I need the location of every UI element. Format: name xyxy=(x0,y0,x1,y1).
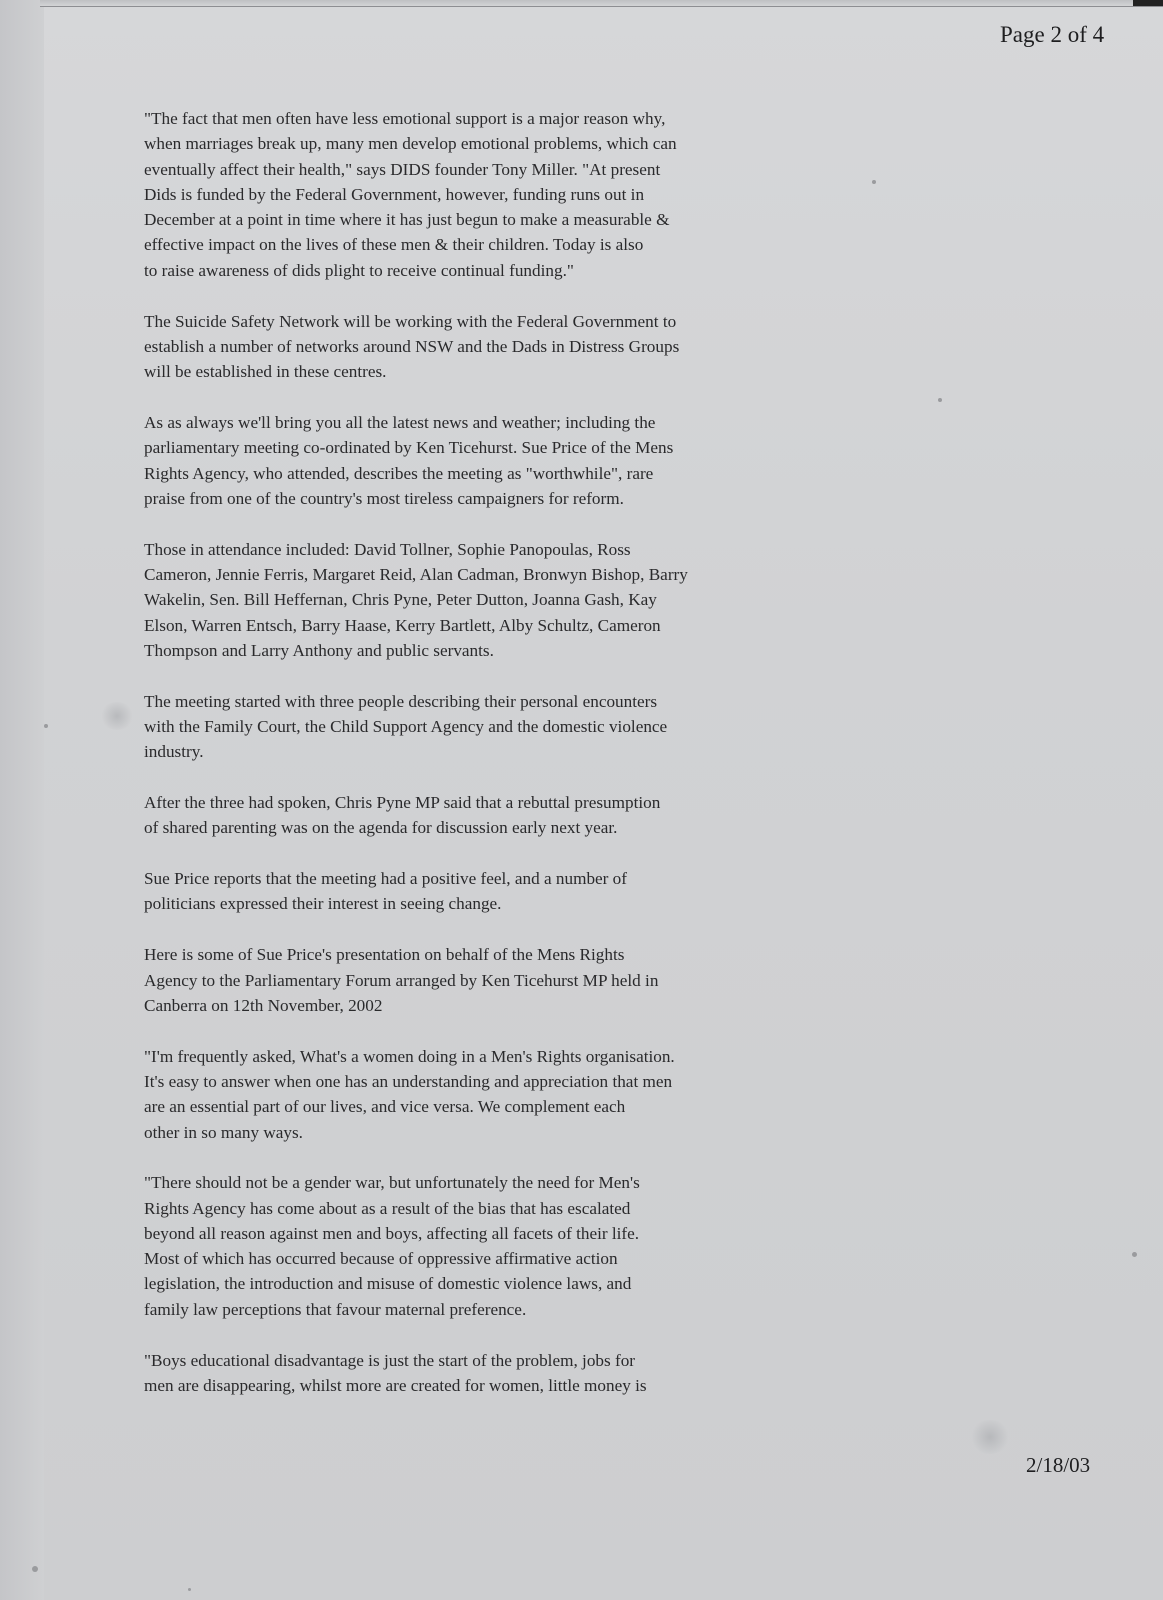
paragraph xyxy=(144,1044,744,1145)
text-line: "The fact that men often have less emotional support is a major reason why, xyxy=(144,109,666,128)
text-line: Canberra on 12th November, 2002 xyxy=(144,995,383,1015)
text-line: to raise awareness of dids plight to receive continual funding." xyxy=(144,260,574,280)
text-line: politicians expressed their interest in seeing change. xyxy=(144,894,502,914)
scan-speck xyxy=(938,398,942,402)
paragraph xyxy=(144,866,744,917)
text-line: with the Family Court, the Child Support Agency and the domestic violence xyxy=(144,716,668,736)
text-line: Agency to the Parliamentary Forum arranged by Ken Ticehurst MP held in xyxy=(144,970,659,990)
text-line: Wakelin, Sen. Bill Heffernan, Chris Pyne, Peter Dutton, Joanna Gash, Kay xyxy=(144,590,657,610)
text-line: men are disappearing, whilst more are created for women, little money is xyxy=(144,1375,647,1395)
text-line: Those in attendance included: David Tollner, Sophie Panopoulas, Ross xyxy=(144,539,631,559)
text-line: "There should not be a gender war, but unfortunately the need for Men's xyxy=(144,1173,640,1193)
paragraph xyxy=(144,106,744,283)
text-line: It's easy to answer when one has an understanding and appreciation that men xyxy=(144,1071,673,1091)
paragraph xyxy=(144,309,744,385)
scan-corner-mark xyxy=(1133,0,1163,6)
text-line: effective impact on the lives of these men & their children. Today is also xyxy=(144,235,644,255)
text-line: establish a number of networks around NSW and the Dads in Distress Groups xyxy=(144,336,680,356)
text-line: are an essential part of our lives, and vice versa. We complement each xyxy=(144,1097,626,1117)
document-body xyxy=(144,106,744,1424)
text-line: As as always we'll bring you all the latest news and weather; including the xyxy=(144,412,656,432)
print-date: 2/18/03 xyxy=(1026,1453,1091,1477)
scan-speck xyxy=(188,1588,191,1591)
text-line: "I'm frequently asked, What's a women doing in a Men's Rights organisation. xyxy=(144,1046,675,1066)
scan-smudge xyxy=(970,1420,1010,1454)
paragraph xyxy=(144,1170,744,1322)
paragraph xyxy=(144,1348,744,1399)
text-line: Elson, Warren Entsch, Barry Haase, Kerry Bartlett, Alby Schultz, Cameron xyxy=(144,615,661,635)
text-line: "Boys educational disadvantage is just the start of the problem, jobs for xyxy=(144,1350,636,1370)
text-line: industry. xyxy=(144,742,204,762)
text-line: Sue Price reports that the meeting had a positive feel, and a number of xyxy=(144,869,628,889)
text-line: praise from one of the country's most tireless campaigners for reform. xyxy=(144,488,624,508)
text-line: Rights Agency has come about as a result of the bias that has escalated xyxy=(144,1198,631,1218)
scan-speck xyxy=(872,180,876,184)
text-line: Dids is funded by the Federal Government, however, funding runs out in xyxy=(144,184,645,204)
text-line: eventually affect their health," says DIDS founder Tony Miller. "At present xyxy=(144,159,661,179)
paragraph xyxy=(144,942,744,1018)
paragraph xyxy=(144,689,744,765)
text-line: December at a point in time where it has just begun to make a measurable & xyxy=(144,210,670,230)
scan-left-edge xyxy=(0,0,44,1600)
scan-speck xyxy=(44,724,48,728)
scan-top-edge xyxy=(40,0,1163,7)
text-line: other in so many ways. xyxy=(144,1122,303,1142)
paragraph xyxy=(144,410,744,511)
page-number: Page 2 of 4 xyxy=(1000,22,1105,47)
text-line: After the three had spoken, Chris Pyne MP said that a rebuttal presumption xyxy=(144,793,661,813)
text-line: Thompson and Larry Anthony and public servants. xyxy=(144,640,494,660)
text-line: family law perceptions that favour maternal preference. xyxy=(144,1299,527,1319)
scan-speck xyxy=(32,1566,38,1572)
text-line: Cameron, Jennie Ferris, Margaret Reid, Alan Cadman, Bronwyn Bishop, Barry xyxy=(144,564,688,584)
text-line: parliamentary meeting co-ordinated by Ken Ticehurst. Sue Price of the Mens xyxy=(144,438,674,458)
text-line: Rights Agency, who attended, describes the meeting as "worthwhile", rare xyxy=(144,463,654,483)
scan-smudge xyxy=(100,702,134,730)
text-line: beyond all reason against men and boys, affecting all facets of their life. xyxy=(144,1223,640,1243)
paragraph xyxy=(144,537,744,663)
paragraph xyxy=(144,790,744,841)
scan-speck xyxy=(1132,1252,1137,1257)
text-line: legislation, the introduction and misuse of domestic violence laws, and xyxy=(144,1274,632,1294)
text-line: The meeting started with three people describing their personal encounters xyxy=(144,691,658,711)
text-line: when marriages break up, many men develop emotional problems, which can xyxy=(144,134,677,154)
text-line: The Suicide Safety Network will be working with the Federal Government to xyxy=(144,311,677,331)
text-line: will be established in these centres. xyxy=(144,362,387,382)
text-line: Most of which has occurred because of oppressive affirmative action xyxy=(144,1249,618,1269)
text-line: Here is some of Sue Price's presentation on behalf of the Mens Rights xyxy=(144,945,625,965)
text-line: of shared parenting was on the agenda for discussion early next year. xyxy=(144,818,618,838)
